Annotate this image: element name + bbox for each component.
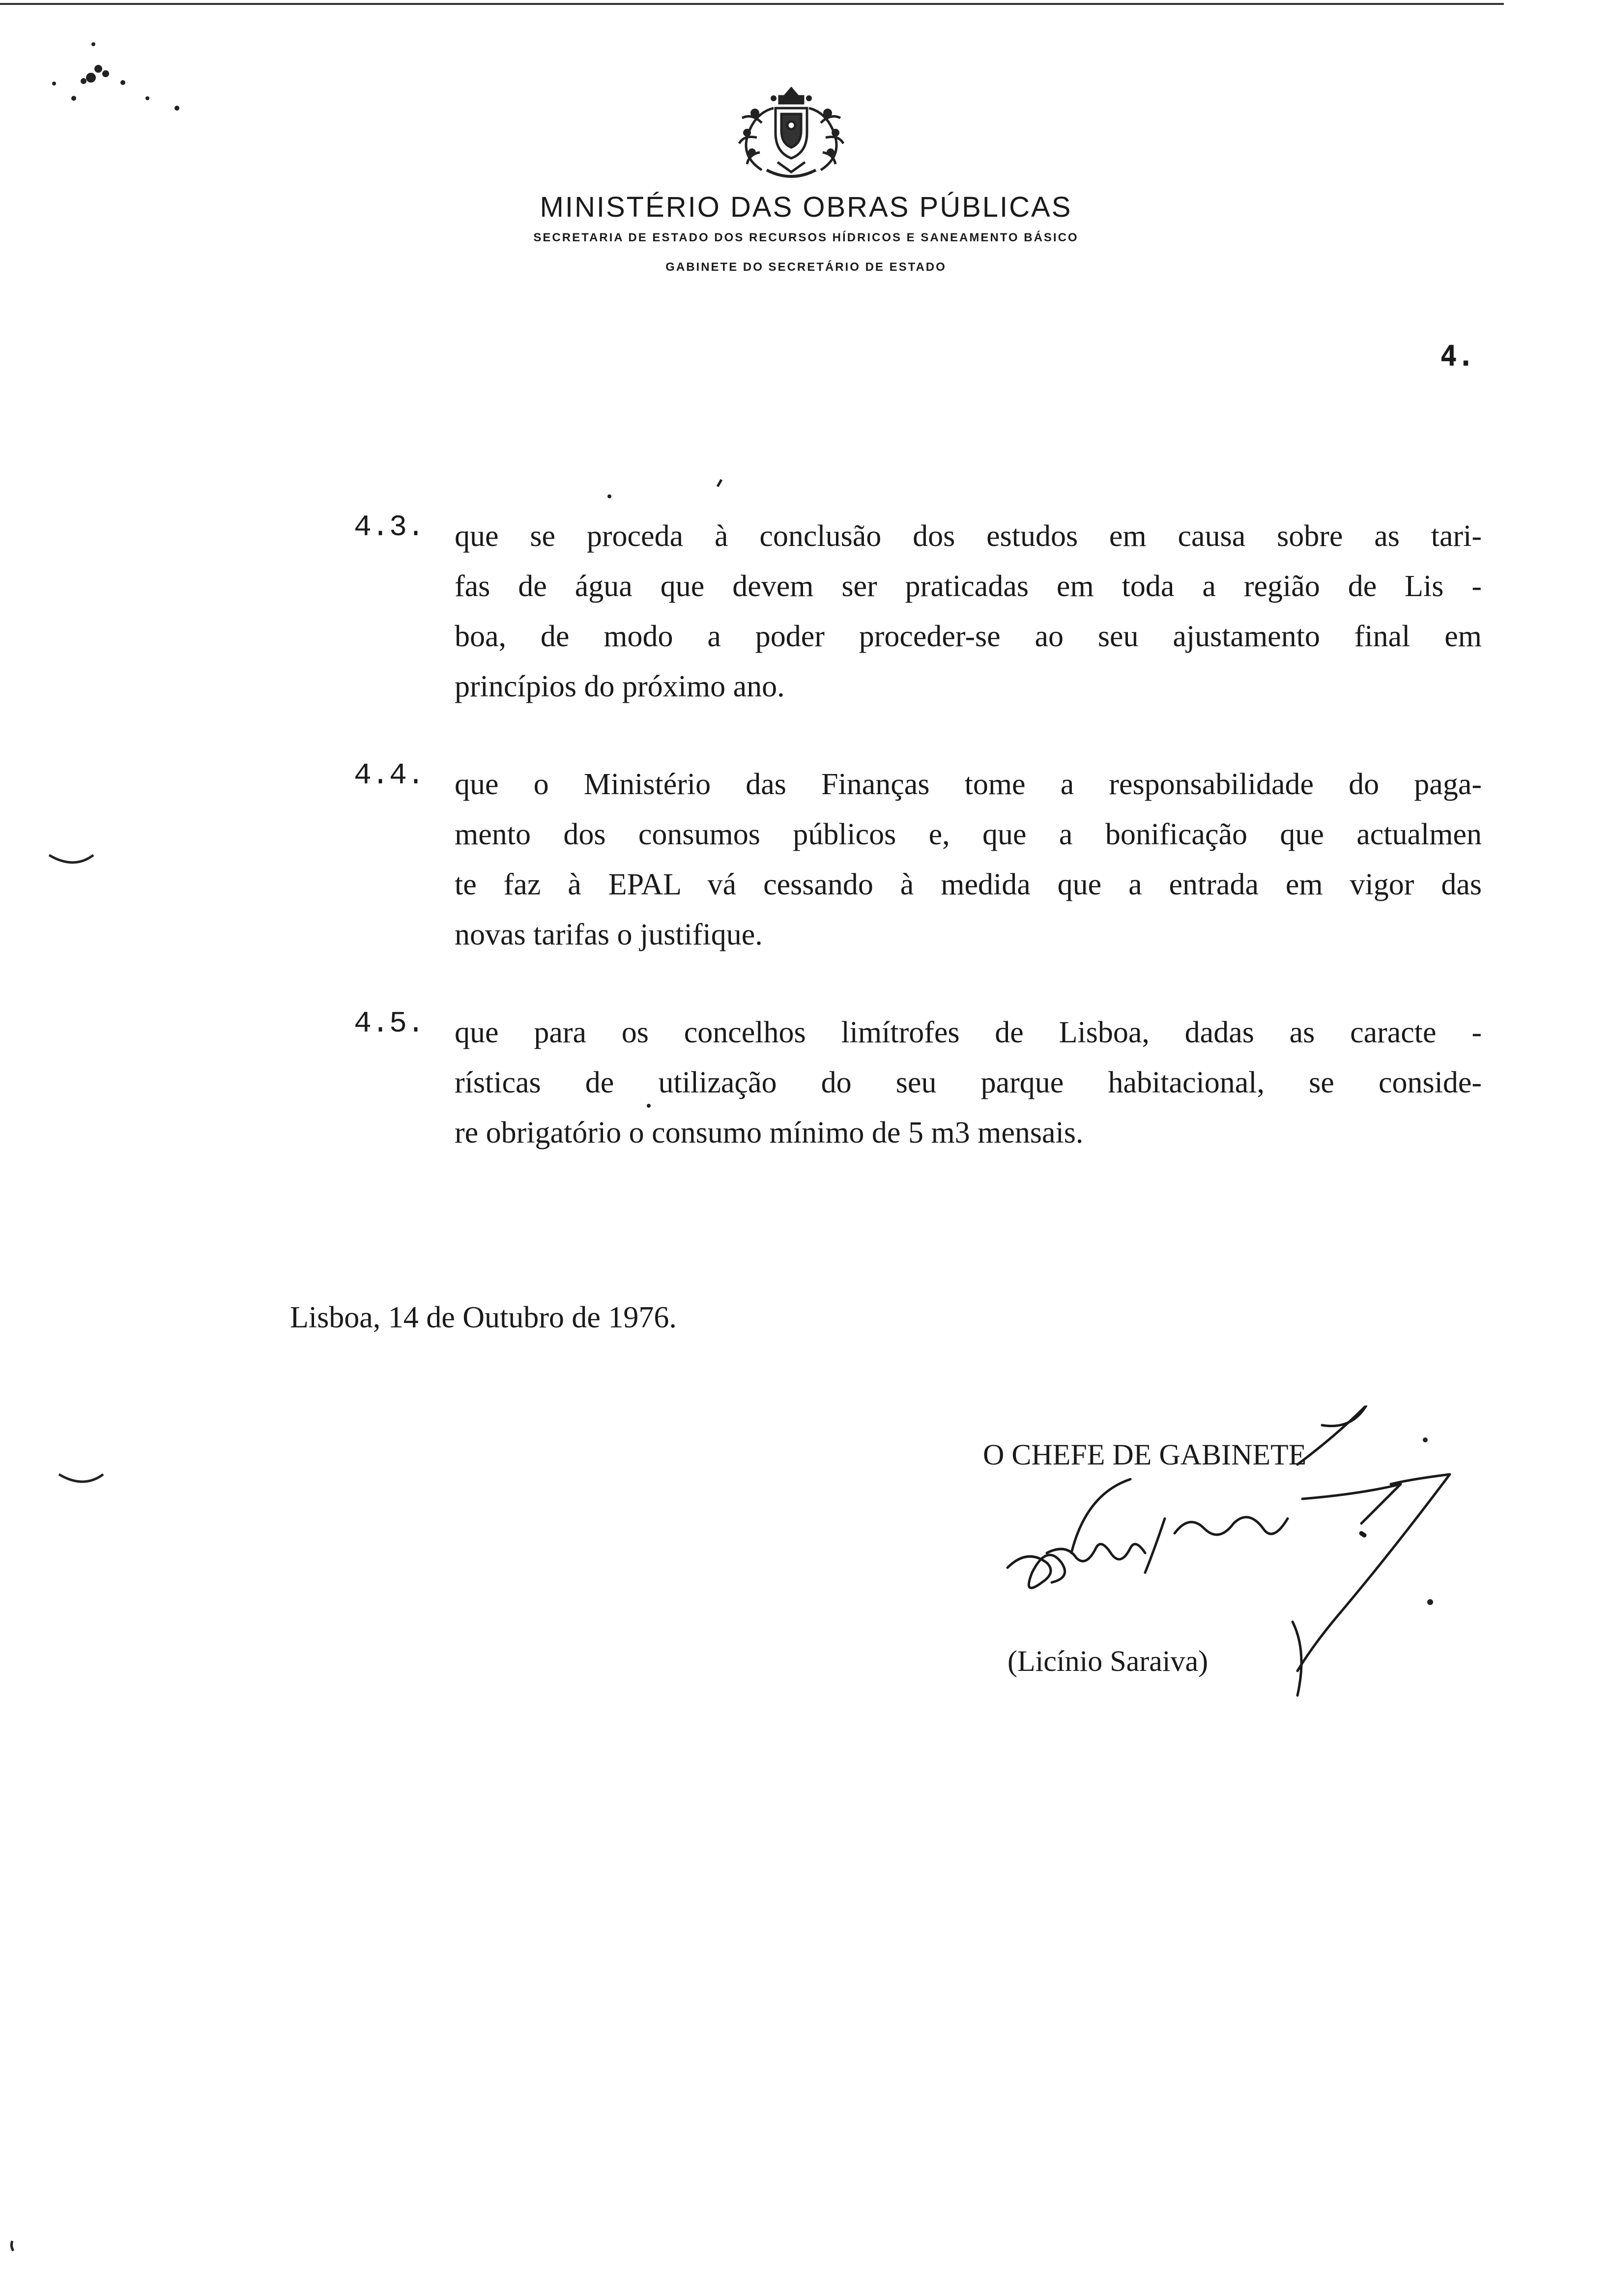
text-line: que para os concelhos limítrofes de Lisboa, dadas as caracte - [455, 1016, 1482, 1049]
text-line: que se proceda à conclusão dos estudos em causa sobre as tari- [455, 519, 1482, 553]
item-number: 4.5. [354, 1007, 425, 1041]
secretariat-subtitle: SECRETARIA DE ESTADO DOS RECURSOS HÍDRICOS E SANEAMENTO BÁSICO [533, 231, 1079, 244]
signature-title: O CHEFE DE GABINETE [983, 1438, 1307, 1471]
handwritten-signature-icon [958, 1406, 1499, 1710]
text-line: te faz à EPAL vá cessando à medida que a entrada em vigor das [455, 868, 1482, 901]
top-rule [0, 3, 1504, 5]
signatory-name: (Licínio Saraiva) [1008, 1645, 1209, 1677]
item-number: 4.4. [354, 759, 425, 793]
ministry-title: MINISTÉRIO DAS OBRAS PÚBLICAS [540, 191, 1072, 223]
text-line: princípios do próximo ano. [455, 670, 785, 703]
item-text [455, 1007, 1482, 1158]
text-line: fas de água que devem ser praticadas em toda a região de Lis - [455, 570, 1482, 603]
date-line: Lisboa, 14 de Outubro de 1976. [290, 1301, 677, 1334]
item-number: 4.3. [354, 511, 425, 545]
text-line: boa, de modo a poder proceder-se ao seu ajustamento final em [455, 620, 1482, 653]
coat-of-arms-icon [732, 79, 850, 187]
text-line: novas tarifas o justifique. [455, 918, 763, 951]
office-subtitle: GABINETE DO SECRETÁRIO DE ESTADO [665, 260, 947, 274]
text-line: rísticas de utilização do seu parque habitacional, se conside- [455, 1066, 1482, 1099]
page-number: 4. [1440, 339, 1474, 373]
text-line: que o Ministério das Finanças tome a responsabilidade do paga- [455, 768, 1482, 801]
item-text [455, 759, 1482, 960]
text-line: re obrigatório o consumo mínimo de 5 m3 mensais. [455, 1116, 1084, 1149]
text-line: mento dos consumos públicos e, que a bonificação que actualmen [455, 818, 1482, 851]
item-text [455, 511, 1482, 712]
